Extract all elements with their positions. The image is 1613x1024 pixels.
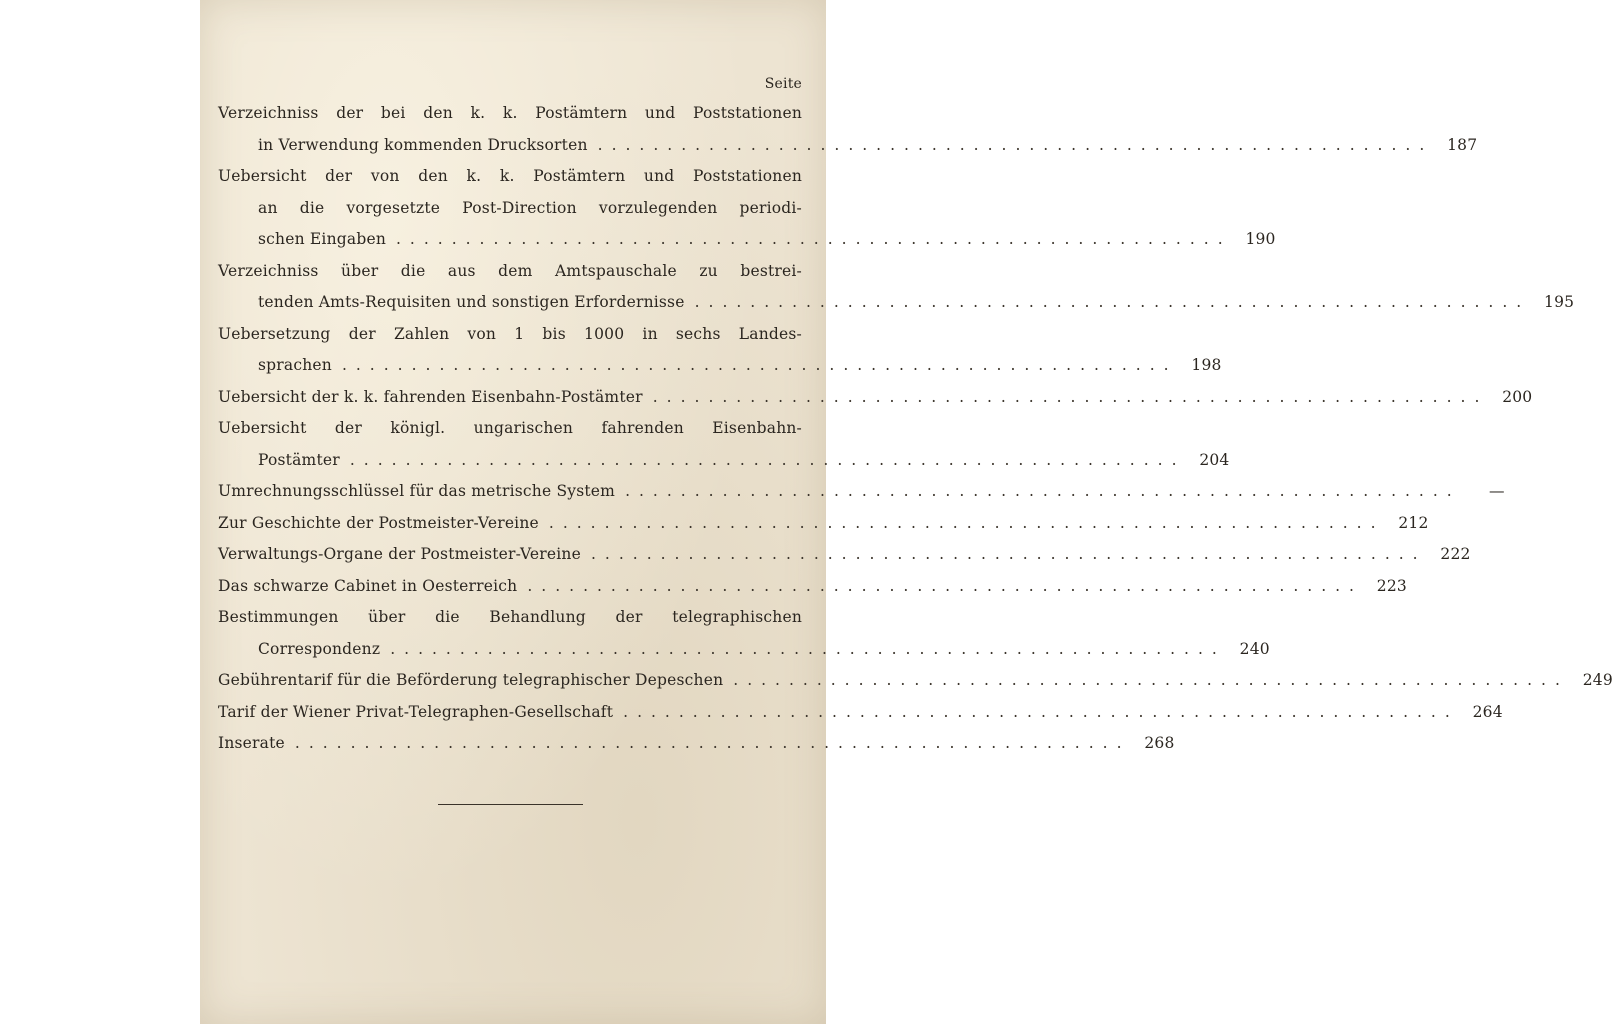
toc-entry-title-line: Das schwarze Cabinet in Oesterreich bbox=[218, 576, 518, 595]
toc-entry bbox=[218, 508, 1429, 540]
toc-entry-final-line bbox=[218, 539, 1471, 571]
toc-entries bbox=[218, 98, 1613, 760]
toc-entry-title-line: Uebersetzung der Zahlen von 1 bis 1000 in sechs Landes- bbox=[218, 324, 802, 343]
toc-entry-page-number: 268 bbox=[1144, 734, 1175, 752]
dot-leader: ............................................................ bbox=[623, 702, 1459, 721]
dot-leader: ............................................................ bbox=[548, 513, 1385, 532]
dot-leader: ............................................................ bbox=[341, 356, 1178, 374]
toc-entry-final-line bbox=[218, 287, 1575, 319]
book-page bbox=[200, 0, 1613, 1024]
toc-entry-title-line: Correspondenz bbox=[258, 639, 381, 658]
page-column-header: Seite bbox=[764, 76, 802, 92]
toc-entry-title-line: Verwaltungs-Organe der Postmeister-Vereine bbox=[218, 545, 581, 563]
toc-entry-page-number: 187 bbox=[1447, 135, 1478, 154]
toc-entry bbox=[218, 539, 1471, 571]
toc-entry bbox=[218, 382, 1533, 414]
dot-leader: ............................................................ bbox=[390, 639, 1226, 658]
dot-leader: ............................................................ bbox=[396, 230, 1232, 248]
toc-entry-title-line: Umrechnungsschlüssel für das metrische System bbox=[218, 482, 616, 500]
toc-entry-final-line bbox=[218, 476, 1505, 508]
dot-leader: ............................................................ bbox=[652, 387, 1489, 406]
toc-entry-page-number: 223 bbox=[1376, 576, 1407, 595]
toc-entry-final-line bbox=[218, 224, 1276, 256]
toc-entry-title-line: Uebersicht der von den k. k. Postämtern und Poststationen bbox=[218, 167, 802, 185]
toc-entry-title-line: Uebersicht der königl. ungarischen fahrenden Eisenbahn- bbox=[218, 419, 802, 437]
dot-leader: ............................................................ bbox=[590, 545, 1427, 563]
toc-entry bbox=[218, 98, 1478, 161]
table-of-contents bbox=[218, 72, 1613, 760]
toc-entry-page-number: 212 bbox=[1398, 513, 1429, 532]
toc-entry-page-number: 200 bbox=[1502, 387, 1533, 406]
toc-entry-page-number: 195 bbox=[1544, 293, 1575, 311]
toc-entry-title-line: schen Eingaben bbox=[258, 230, 386, 248]
dot-leader: ............................................................ bbox=[733, 671, 1569, 689]
toc-entry bbox=[218, 571, 1407, 603]
toc-entry bbox=[218, 728, 1175, 760]
dot-leader: ............................................................ bbox=[625, 482, 1461, 500]
toc-entry-page-number: — bbox=[1489, 482, 1505, 500]
toc-entry-final-line bbox=[218, 634, 1270, 666]
toc-entry bbox=[218, 319, 1222, 382]
dot-leader: ............................................................ bbox=[349, 450, 1186, 469]
toc-entry-page-number: 240 bbox=[1239, 639, 1270, 658]
toc-entry-page-number: 264 bbox=[1472, 702, 1503, 721]
dot-leader: ............................................................ bbox=[294, 734, 1131, 752]
toc-entry-page-number: 190 bbox=[1245, 230, 1276, 248]
toc-entry-final-line bbox=[218, 445, 1230, 477]
toc-entry-final-line bbox=[218, 130, 1478, 162]
toc-entry-title-line: Tarif der Wiener Privat-Telegraphen-Gesellschaft bbox=[218, 702, 614, 721]
toc-entry-page-number: 198 bbox=[1191, 356, 1222, 374]
toc-entry-final-line bbox=[218, 571, 1407, 603]
toc-entry-title-line: Bestimmungen über die Behandlung der telegraphischen bbox=[218, 608, 802, 626]
toc-entry-title-line: Verzeichniss der bei den k. k. Postämtern und Poststationen bbox=[218, 104, 802, 122]
toc-entry-title-line: Verzeichniss über die aus dem Amtspauschale zu bestrei- bbox=[218, 261, 802, 280]
toc-entry-title-line: Postämter bbox=[258, 450, 340, 469]
toc-entry-final-line bbox=[218, 697, 1503, 729]
toc-entry-title-line: Zur Geschichte der Postmeister-Vereine bbox=[218, 513, 539, 532]
toc-entry bbox=[218, 476, 1505, 508]
toc-entry-title-line: Gebührentarif für die Beförderung telegraphischer Depeschen bbox=[218, 671, 724, 689]
dot-leader: ............................................................ bbox=[694, 293, 1531, 311]
toc-entry-final-line bbox=[218, 350, 1222, 382]
toc-entry bbox=[218, 256, 1575, 319]
toc-entry-final-line bbox=[218, 728, 1175, 760]
toc-entry bbox=[218, 602, 1270, 665]
toc-entry-title-line: an die vorgesetzte Post-Direction vorzulegenden periodi- bbox=[258, 198, 802, 217]
dot-leader: ............................................................ bbox=[597, 135, 1434, 154]
toc-entry bbox=[218, 665, 1613, 697]
toc-entry-final-line bbox=[218, 665, 1613, 697]
toc-entry-page-number: 222 bbox=[1440, 545, 1471, 563]
toc-entry-page-number: 204 bbox=[1199, 450, 1230, 469]
toc-entry-title-line: Inserate bbox=[218, 734, 285, 752]
toc-entry bbox=[218, 413, 1230, 476]
divider-rule bbox=[438, 804, 583, 805]
dot-leader: ............................................................ bbox=[527, 576, 1363, 595]
toc-entry-title-line: tenden Amts-Requisiten und sonstigen Erfordernisse bbox=[258, 293, 685, 311]
toc-entry bbox=[218, 161, 1276, 256]
toc-entry-final-line bbox=[218, 382, 1533, 414]
toc-entry-title-line: Uebersicht der k. k. fahrenden Eisenbahn-Postämter bbox=[218, 387, 643, 406]
toc-entry-page-number: 249 bbox=[1582, 671, 1613, 689]
toc-entry-title-line: in Verwendung kommenden Drucksorten bbox=[258, 135, 588, 154]
toc-entry-final-line bbox=[218, 508, 1429, 540]
toc-entry-title-line: sprachen bbox=[258, 356, 332, 374]
toc-entry bbox=[218, 697, 1503, 729]
